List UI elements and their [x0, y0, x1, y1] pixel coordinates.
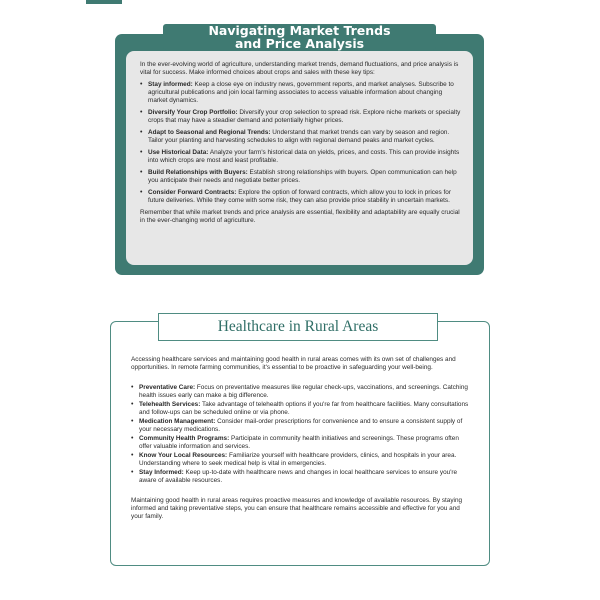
market-tips-list [140, 81, 461, 205]
market-section [115, 34, 484, 275]
healthcare-tips-list [131, 384, 471, 485]
list-item: • Consider Forward Contracts: Explore the option of forward contracts, which allow you to lock in prices for future deliveries. While they come with some risk, they can also provide price stability in uncertain markets. [140, 189, 461, 205]
list-item: • Stay Informed: Keep up-to-date with healthcare news and changes in local healthcare services to ensure you're aware of available resources. [131, 469, 471, 485]
list-item: • Stay informed: Keep a close eye on industry news, government reports, and market analyses. Subscribe to agricultural publications and join local farming associates to access valuable information about changing market dynamics. [140, 81, 461, 105]
healthcare-intro: Accessing healthcare services and maintaining good health in rural areas comes with its own set of challenges and opportunities. In remote farming communities, it's essential to be proactive in safeguarding your well-being. [131, 356, 456, 371]
list-item: • Medication Management: Consider mail-order prescriptions for convenience and to ensure a consistent supply of your necessary medications. [131, 418, 471, 434]
list-item: • Diversify Your Crop Portfolio: Diversify your crop selection to spread risk. Explore niche markets or specialty crops that may have a steadier demand and potentially higher prices. [140, 109, 461, 125]
healthcare-content [131, 356, 471, 521]
list-item: • Adapt to Seasonal and Regional Trends: Understand that market trends can vary by season and region. Tailor your planting and harvesting schedules to align with regional demand peaks and market cycles. [140, 129, 461, 145]
healthcare-section-title: Healthcare in Rural Areas [158, 313, 438, 341]
market-closing: Remember that while market trends and price analysis are essential, flexibility and adaptability are equally crucial in the ever-changing world of agriculture. [140, 209, 460, 224]
market-intro: In the ever-evolving world of agriculture, understanding market trends, demand fluctuations, and price analysis is vital for success. Make informed choices about crops and sales with these key tips: [140, 61, 459, 76]
page-corner-tab [86, 0, 122, 4]
list-item: • Community Health Programs: Participate in community health initiatives and screenings. These programs often offer valuable information and services. [131, 435, 471, 451]
list-item: • Know Your Local Resources: Familiarize yourself with healthcare providers, clinics, and hospitals in your area. Understanding where to seek medical help is vital in emergencies. [131, 452, 471, 468]
market-section-title: Navigating Market Trends and Price Analysis [163, 24, 436, 50]
list-item: • Use Historical Data: Analyze your farm's historical data on yields, prices, and costs. This can provide insights into which crops are most and least profitable. [140, 149, 461, 165]
market-content-panel [126, 51, 473, 265]
list-item: • Build Relationships with Buyers: Establish strong relationships with buyers. Open communication can help you anticipate their needs and negotiate better prices. [140, 169, 461, 185]
healthcare-closing: Maintaining good health in rural areas requires proactive measures and knowledge of available resources. By staying informed and taking preventative steps, you can ensure that healthcare remains accessible and effective for you and your family. [131, 497, 463, 520]
list-item: • Telehealth Services: Take advantage of telehealth options if you're far from healthcare facilities. Many consultations and follow-ups can be scheduled online or via phone. [131, 401, 471, 417]
list-item: • Preventative Care: Focus on preventative measures like regular check-ups, vaccinations, and screenings. Catching health issues early can make a big difference. [131, 384, 471, 400]
